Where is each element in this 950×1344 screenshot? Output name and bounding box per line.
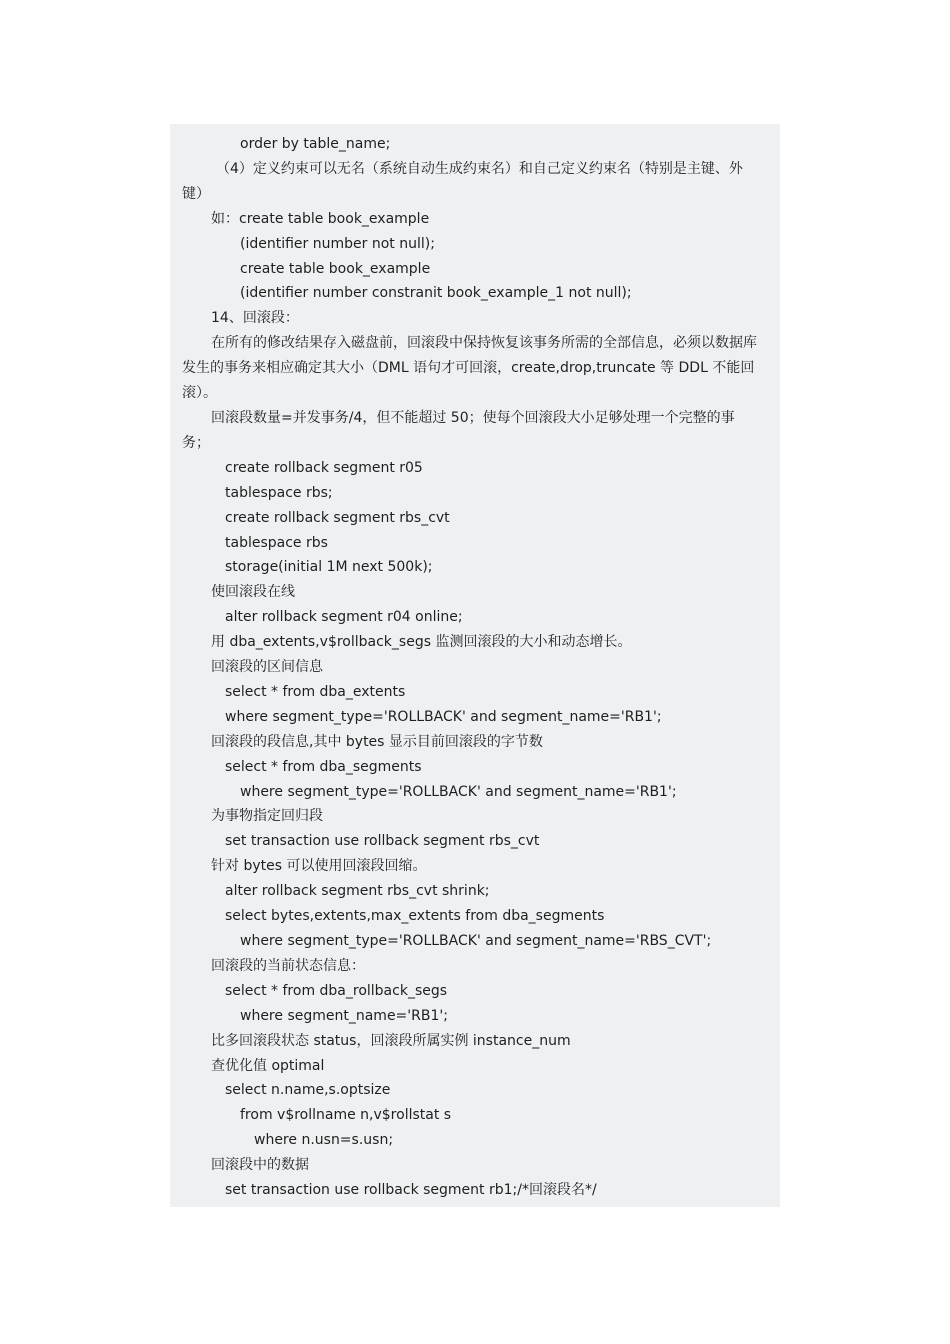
code-line: select n.name,s.optsize [225,1082,391,1099]
text-line: 回滚段的区间信息 [211,659,323,676]
text-line: (identifier number not null); [240,235,435,252]
code-line: set transaction use rollback segment rbs_cvt [225,833,540,850]
code-line: from v$rollname n,v$rollstat s [240,1107,452,1124]
text-line: 回滚段的段信息,其中 bytes 显示目前回滚段的字节数 [211,733,543,750]
text-line: 键） [182,185,210,202]
code-line: set transaction use rollback segment rb1;/*回滚段名*/ [225,1182,597,1199]
code-line: storage(initial 1M next 500k); [225,559,433,576]
text-line: 回滚段数量=并发事务/4，但不能超过 50；使每个回滚段大小足够处理一个完整的事 [211,409,735,426]
code-line: select bytes,extents,max_extents from dba_segments [225,908,605,925]
code-line: tablespace rbs; [225,484,333,501]
code-line: where n.usn=s.usn; [254,1132,394,1149]
text-line: 如：create table book_example [211,210,430,227]
text-line: 发生的事务来相应确定其大小（DML 语句才可回滚，create,drop,truncate 等 DDL 不能回 [182,360,755,377]
code-line: alter rollback segment r04 online; [225,609,463,626]
code-line: tablespace rbs [225,534,328,551]
code-line: select * from dba_rollback_segs [225,982,448,999]
text-line: 使回滚段在线 [211,584,295,601]
text-line: （4）定义约束可以无名（系统自动生成约束名）和自己定义约束名（特别是主键、外 [216,160,743,177]
code-line: where segment_type='ROLLBACK' and segment_name='RB1'; [240,783,677,800]
text-line: 回滚段中的数据 [211,1157,309,1174]
code-line: where segment_type='ROLLBACK' and segment_name='RB1'; [225,708,662,725]
code-line: alter rollback segment rbs_cvt shrink; [225,883,490,900]
text-line: order by table_name; [240,136,391,152]
code-line: where segment_type='ROLLBACK' and segment_name='RBS_CVT'; [240,933,712,949]
document-content [182,132,774,1203]
section-heading: 14、回滚段： [211,310,299,327]
text-line: 务； [182,434,210,451]
document-panel [170,124,780,1207]
text-line: 在所有的修改结果存入磁盘前，回滚段中保持恢复该事务所需的全部信息，必须以数据库 [211,335,757,352]
code-line: select * from dba_segments [225,758,422,775]
text-line: 比多回滚段状态 status，回滚段所属实例 instance_num [211,1032,571,1049]
code-line: create rollback segment rbs_cvt [225,509,450,526]
text-line: 回滚段的当前状态信息： [211,957,365,974]
text-line: 用 dba_extents,v$rollback_segs 监测回滚段的大小和动态增长。 [211,634,632,651]
text-line: 为事物指定回归段 [211,808,323,825]
text-line: 滚）。 [182,385,217,402]
code-line: create rollback segment r05 [225,459,423,476]
text-line: create table book_example [240,260,431,277]
text-line: 针对 bytes 可以使用回滚段回缩。 [211,858,427,875]
code-line: select * from dba_extents [225,683,406,700]
text-line: (identifier number constranit book_example_1 not null); [240,285,632,302]
code-line: where segment_name='RB1'; [240,1007,448,1024]
text-line: 查优化值 optimal [211,1057,325,1074]
